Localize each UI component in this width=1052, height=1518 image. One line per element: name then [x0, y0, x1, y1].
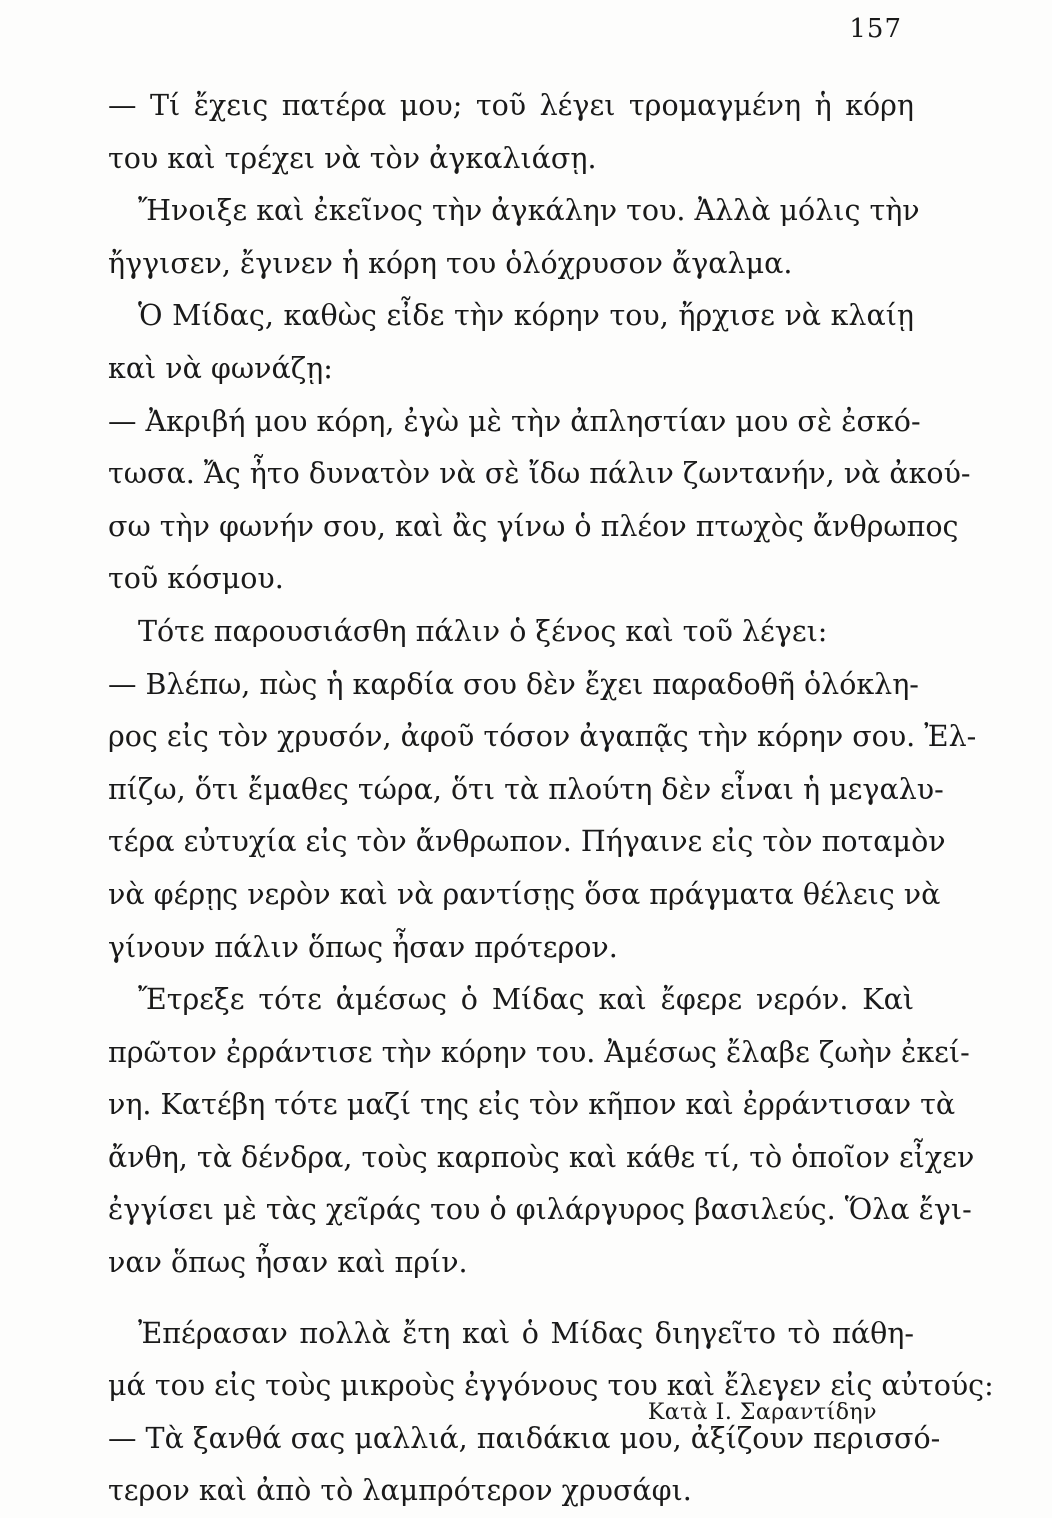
paragraph — [108, 659, 977, 975]
text-line: τέρα εὐτυχία εἰς τὸν ἄνθρωπον. Πήγαινε εἰς τὸν ποταμὸν — [108, 825, 946, 859]
text-line: γίνουν πάλιν ὅπως ἦσαν πρότερον. — [108, 930, 618, 964]
text-line: νὰ φέρῃς νερὸν καὶ νὰ ραντίσῃς ὅσα πράγματα θέλεις νὰ — [108, 877, 941, 911]
text-line: — Τί ἔχεις πατέρα μου; τοῦ λέγει τρομαγμένη ἡ κόρη — [108, 89, 914, 122]
text-line: ρος εἰς τὸν χρυσόν, ἀφοῦ τόσον ἀγαπᾷς τὴν κόρην σου. Ἐλ- — [108, 720, 977, 754]
text-line: σω τὴν φωνήν σου, καὶ ἂς γίνω ὁ πλέον πτωχὸς ἄνθρωπος — [108, 509, 959, 543]
page-number: 157 — [849, 14, 902, 44]
text-line: Ὁ Μίδας, καθὼς εἶδε τὴν κόρην του, ἤρχισε νὰ κλαίῃ — [138, 299, 914, 333]
text-line: πίζω, ὅτι ἔμαθες τώρα, ὅτι τὰ πλούτη δὲν εἶναι ἡ μεγαλυ- — [108, 772, 944, 806]
text-line: — Ἀκριβή μου κόρη, ἐγὼ μὲ τὴν ἀπληστίαν μου σὲ ἐσκό- — [108, 404, 921, 438]
author-attribution: Κατὰ Ι. Σαραντίδην — [647, 1400, 877, 1425]
paragraph — [108, 1308, 994, 1413]
text-line: ἤγγισεν, ἔγινεν ἡ κόρη του ὁλόχρυσον ἄγαλμα. — [108, 246, 793, 280]
text-line: Τότε παρουσιάσθη πάλιν ὁ ξένος καὶ τοῦ λέγει: — [138, 614, 828, 648]
text-line: πρῶτον ἐρράντισε τὴν κόρην του. Ἀμέσως ἔλαβε ζωὴν ἐκεί- — [108, 1035, 970, 1069]
text-line: ἐγγίσει μὲ τὰς χεῖράς του ὁ φιλάργυρος βασιλεύς. Ὅλα ἔγι- — [108, 1193, 972, 1227]
paragraph — [108, 606, 914, 659]
paragraph — [108, 974, 975, 1290]
story-text — [108, 80, 994, 1518]
text-line: — Βλέπω, πὼς ἡ καρδία σου δὲν ἔχει παραδοθῆ ὁλόκλη- — [108, 667, 919, 701]
text-line: τερον καὶ ἀπὸ τὸ λαμπρότερον χρυσάφι. — [108, 1474, 692, 1508]
text-line: του καὶ τρέχει νὰ τὸν ἀγκαλιάσῃ. — [108, 141, 597, 175]
paragraph — [108, 80, 914, 185]
paragraph — [108, 290, 914, 395]
text-line: Ἔτρεξε τότε ἀμέσως ὁ Μίδας καὶ ἔφερε νερόν. Καὶ — [138, 983, 914, 1017]
text-line: Ἤνοιξε καὶ ἐκεῖνος τὴν ἀγκάλην του. Ἀλλὰ μόλις τὴν — [138, 194, 920, 228]
text-line: νη. Κατέβη τότε μαζί της εἰς τὸν κῆπον καὶ ἐρράντισαν τὰ — [108, 1088, 956, 1122]
paragraph — [108, 185, 920, 290]
text-line: τοῦ κόσμου. — [108, 562, 284, 596]
text-line: τωσα. Ἄς ἦτο δυνατὸν νὰ σὲ ἴδω πάλιν ζωντανήν, νὰ ἀκού- — [108, 457, 971, 491]
text-line: Ἐπέρασαν πολλὰ ἔτη καὶ ὁ Μίδας διηγεῖτο τὸ πάθη- — [138, 1316, 914, 1350]
paragraph — [108, 396, 971, 606]
text-line: καὶ νὰ φωνάζῃ: — [108, 351, 333, 385]
text-line: ναν ὅπως ἦσαν καὶ πρίν. — [108, 1246, 468, 1280]
text-line: ἄνθη, τὰ δένδρα, τοὺς καρποὺς καὶ κάθε τί, τὸ ὁποῖον εἶχεν — [108, 1140, 975, 1174]
text-line: μά του εἰς τοὺς μικροὺς ἐγγόνους του καὶ ἔλεγεν εἰς αὐτούς: — [108, 1369, 994, 1403]
text-line: — Τὰ ξανθά σας μαλλιά, παιδάκια μου, ἀξίζουν περισσό- — [108, 1421, 941, 1455]
paragraph — [108, 1413, 941, 1518]
section-gap — [108, 1290, 914, 1308]
